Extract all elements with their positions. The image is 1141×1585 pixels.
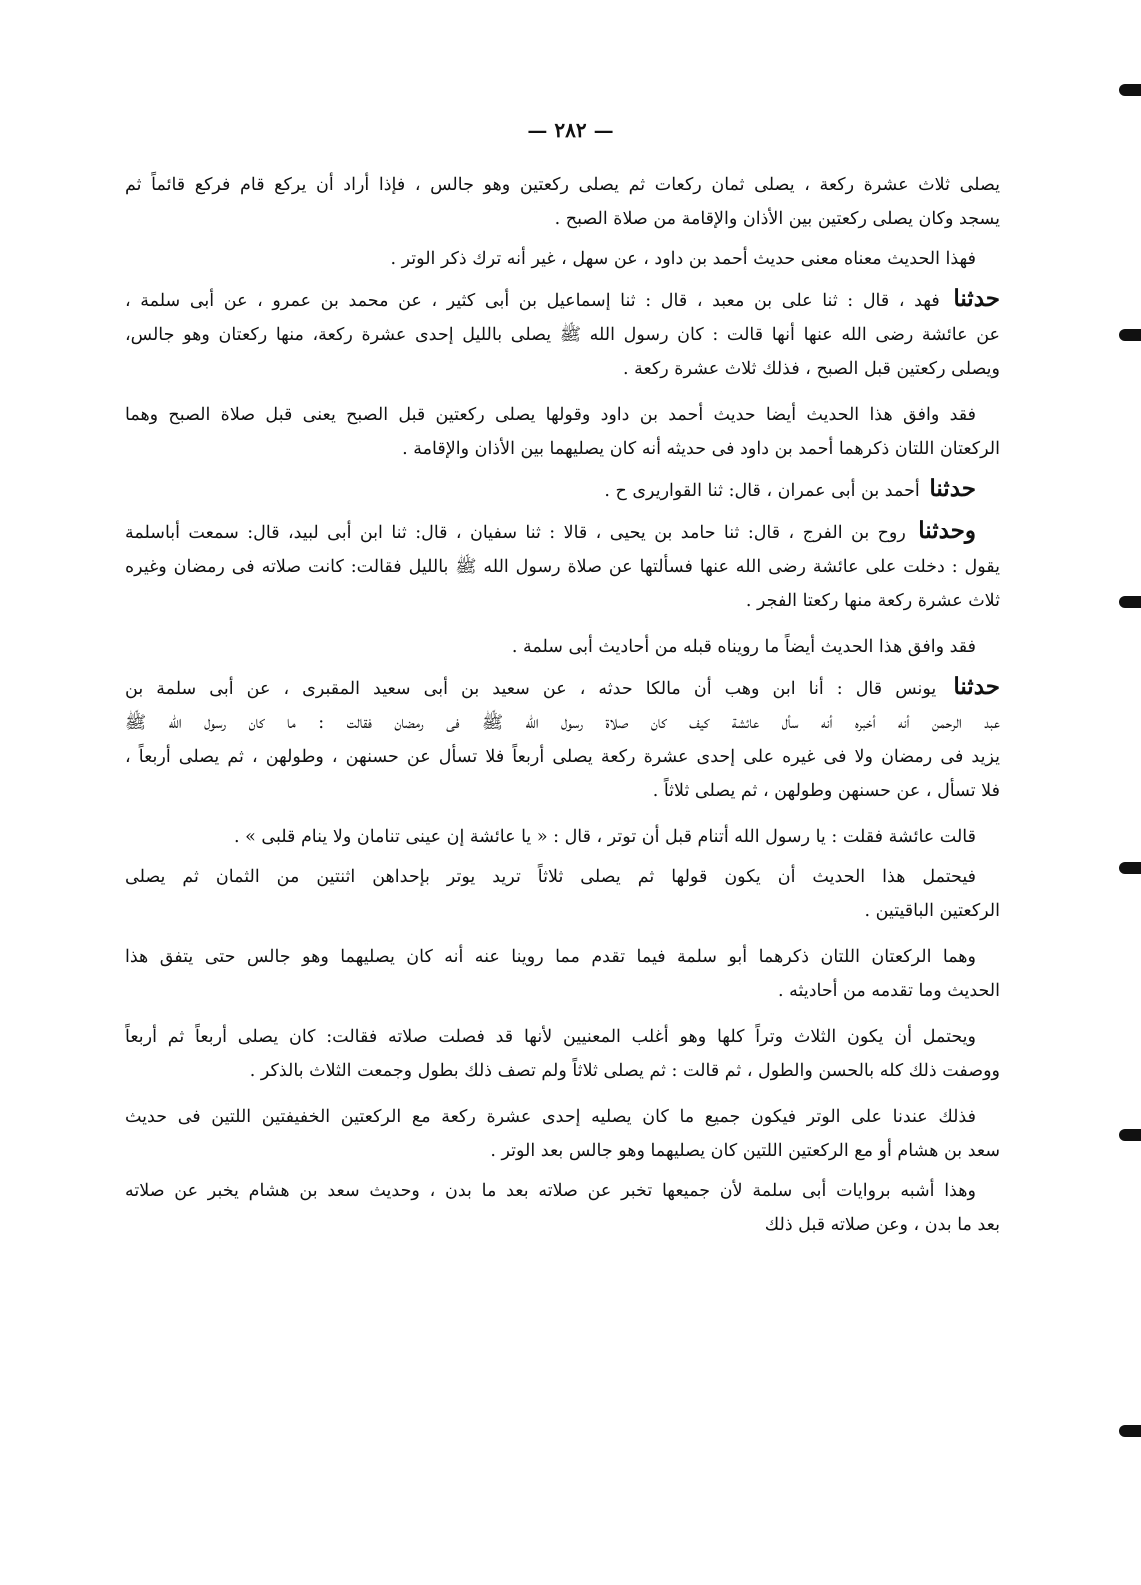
hadith-paragraph: [125, 282, 1000, 386]
edge-mark: [1119, 1425, 1141, 1437]
text-line: [125, 670, 1000, 706]
hadith-opener: حدثنا: [953, 673, 1000, 700]
edge-mark: [1119, 84, 1141, 96]
paragraph: [125, 940, 1000, 1008]
paragraph: [125, 168, 1000, 236]
text-line: بعد ما بدن ، وعن صلاته قبل ذلك: [764, 1215, 1000, 1235]
text-line: وهذا أشبه بروايات أبى سلمة لأن جميعها تخبر عن صلاته بعد ما بدن ، وحديث سعد بن هشام يخبر عن صلاته: [125, 1181, 976, 1201]
text-line: فلا تسأل ، عن حسنهن وطولهن ، ثم يصلى ثلاثاً .: [652, 781, 1000, 801]
hadith-paragraph: [125, 514, 1000, 618]
text-line: يقول : دخلت على عائشة رضى الله عنها فسألتها عن صلاة رسول الله ﷺ بالليل فقالت: كانت صلاته فى رمضان وغيره: [125, 557, 1000, 577]
text-line: [125, 514, 1000, 550]
text-span: أحمد بن أبى عمران ، قال: ثنا القواريرى ح .: [604, 481, 920, 501]
page-body: [125, 168, 1000, 1242]
paragraph: [125, 860, 1000, 928]
text-line: ويحتمل أن يكون الثلاث وتراً كلها وهو أغلب المعنيين لأنها قد فصلت صلاته فقالت: كان يصلى أربعاً ثم أربعاً: [125, 1027, 976, 1047]
paragraph: [125, 1100, 1000, 1168]
text-line: ووصفت ذلك كله بالحسن والطول ، ثم قالت : ثم يصلى ثلاثاً ولم تصف ذلك بطول وجمعت الثلاث بالذكر .: [249, 1061, 1000, 1081]
text-span: روح بن الفرج ، قال: ثنا حامد بن يحيى ، قالا : ثنا سفيان ، قال: ثنا ابن أبى لبيد، قال: سمعت أباسلمة: [125, 523, 906, 543]
text-line: يسجد وكان يصلى ركعتين بين الأذان والإقامة من صلاة الصبح .: [554, 209, 1000, 229]
paragraph: [125, 1174, 1000, 1242]
text-span: يونس قال : أنا ابن وهب أن مالكا حدثه ، عن سعيد بن أبى سعيد المقبرى ، عن أبى سلمة بن: [125, 679, 937, 699]
text-span: فهد ، قال : ثنا على بن معبد ، قال : ثنا إسماعيل بن أبى كثير ، عن محمد بن عمرو ، عن أبى سلمة ،: [125, 291, 940, 311]
text-line: فقد وافق هذا الحديث أيضا حديث أحمد بن داود وقولها يصلى ركعتين قبل الصبح يعنى قبل صلاة الصبح وهما: [125, 405, 976, 425]
text-line: يزيد فى رمضان ولا فى غيره على إحدى عشرة ركعة يصلى أربعاً فلا تسأل عن حسنهن ، وطولهن ، ثم يصلى أربعاً ،: [125, 747, 1000, 767]
edge-mark: [1119, 596, 1141, 608]
text-line: الركعتان اللتان ذكرهما أحمد بن داود فى حديثه أنه كان يصليهما بين الأذان والإقامة .: [402, 439, 1000, 459]
paragraph: [125, 242, 1000, 276]
text-line: عبد الرحمن أنه أخبره أنه سأل عائشة كيف كان صلاة رسول الله ﷺ فى رمضان فقالت : ما كان رسول الله ﷺ: [125, 713, 1000, 733]
hadith-opener: حدثنا: [929, 475, 976, 502]
text-line: فقد وافق هذا الحديث أيضاً ما رويناه قبله من أحاديث أبى سلمة .: [511, 637, 976, 657]
edge-mark: [1119, 862, 1141, 874]
text-line: عن عائشة رضى الله عنها أنها قالت : كان رسول الله ﷺ يصلى بالليل إحدى عشرة ركعة، منها ركعتان وهو جالس،: [125, 325, 1000, 345]
hadith-opener: وحدثنا: [918, 517, 976, 544]
paragraph: [125, 630, 1000, 664]
text-line: فهذا الحديث معناه معنى حديث أحمد بن داود ، عن سهل ، غير أنه ترك ذكر الوتر .: [390, 249, 976, 269]
hadith-paragraph: [125, 472, 1000, 508]
text-line: ويصلى ركعتين قبل الصبح ، فذلك ثلاث عشرة ركعة .: [622, 359, 1000, 379]
text-line: سعد بن هشام أو مع الركعتين اللتين كان يصليهما وهو جالس بعد الوتر .: [490, 1141, 1000, 1161]
text-line: [125, 472, 1000, 508]
text-line: [125, 282, 1000, 318]
text-line: ثلاث عشرة ركعة منها ركعتا الفجر .: [745, 591, 1000, 611]
edge-mark: [1119, 329, 1141, 341]
hadith-paragraph: [125, 670, 1000, 808]
page-number: — ٢٨٢ —: [527, 118, 614, 142]
hadith-opener: حدثنا: [953, 285, 1000, 312]
text-line: فذلك عندنا على الوتر فيكون جميع ما كان يصليه إحدى عشرة ركعة مع الركعتين الخفيفتين اللتين فى حديث: [125, 1107, 976, 1127]
edge-mark: [1119, 1129, 1141, 1141]
paragraph: [125, 820, 1000, 854]
text-line: الحديث وما تقدمه من أحاديثه .: [778, 981, 1000, 1001]
text-line: فيحتمل هذا الحديث أن يكون قولها ثم يصلى ثلاثاً تريد يوتر بإحداهن اثنتين من الثمان ثم يصلى: [125, 867, 976, 887]
text-line: قالت عائشة فقلت : يا رسول الله أتنام قبل أن توتر ، قال : « يا عائشة إن عينى تنامان ولا ينام قلبى » .: [233, 827, 976, 847]
text-line: يصلى ثلاث عشرة ركعة ، يصلى ثمان ركعات ثم يصلى ركعتين وهو جالس ، فإذا أراد أن يركع قام فركع قائماً ثم: [125, 175, 1000, 195]
text-line: الركعتين الباقيتين .: [864, 901, 1000, 921]
paragraph: [125, 398, 1000, 466]
text-line: وهما الركعتان اللتان ذكرهما أبو سلمة فيما تقدم مما روينا عنه أنه كان يصليهما وهو جالس حتى يتفق هذا: [125, 947, 976, 967]
paragraph: [125, 1020, 1000, 1088]
